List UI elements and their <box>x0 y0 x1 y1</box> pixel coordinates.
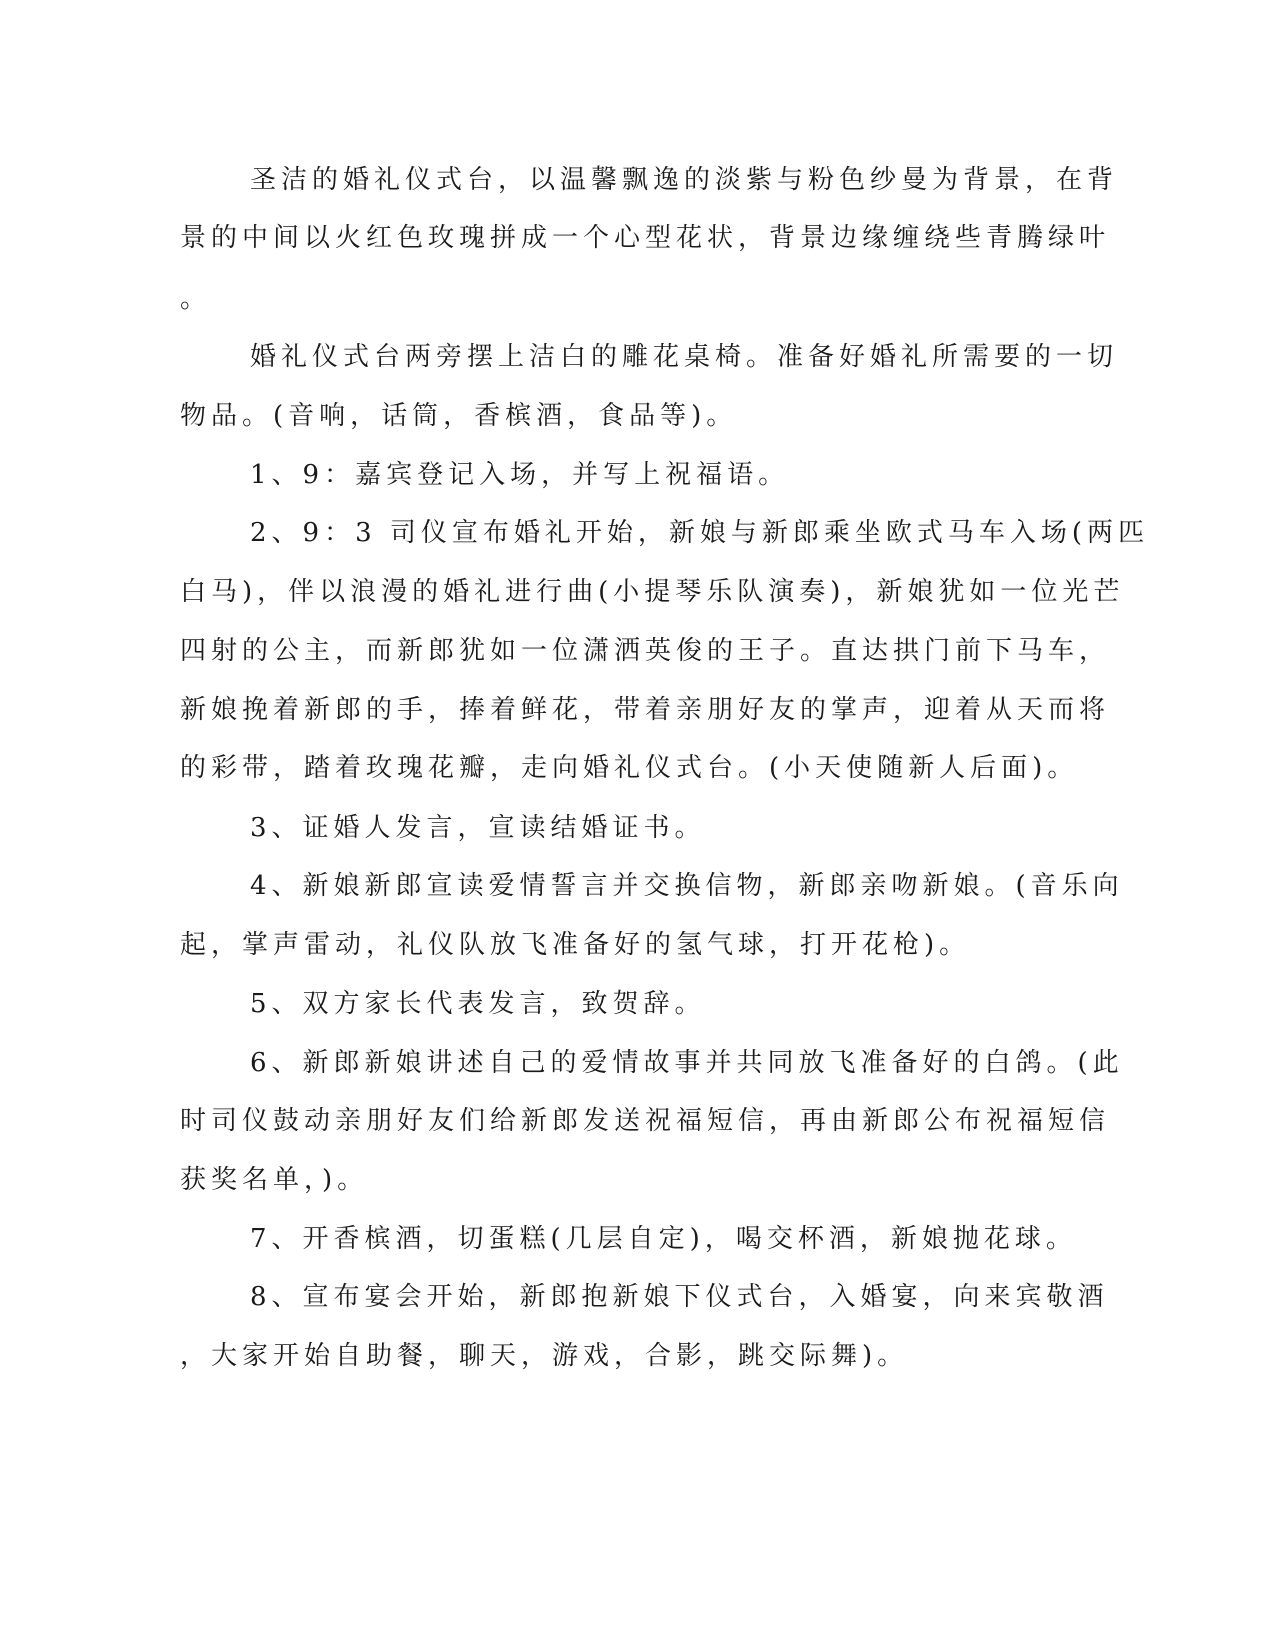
item-4-line-1: 4、新娘新郎宣读爱情誓言并交换信物，新郎亲吻新娘。(音乐向 <box>250 871 1124 901</box>
para-1-line-2: 景的中间以火红色玫瑰拼成一个心型花状，背景边缘缠绕些青腾绿叶 <box>180 223 1111 253</box>
item-4-line-2: 起，掌声雷动，礼仪队放飞准备好的氢气球，打开花枪)。 <box>180 930 971 960</box>
item-6-line-3: 获奖名单，)。 <box>180 1165 369 1195</box>
item-2-line-4: 新娘挽着新郎的手，捧着鲜花，带着亲朋好友的掌声，迎着从天而将 <box>180 695 1111 725</box>
item-3: 3、证婚人发言，宣读结婚证书。 <box>250 813 706 843</box>
para-1-line-1: 圣洁的婚礼仪式台，以温馨飘逸的淡紫与粉色纱曼为背景，在背 <box>250 165 1119 195</box>
item-7: 7、开香槟酒，切蛋糕(几层自定)，喝交杯酒，新娘抛花球。 <box>250 1224 1077 1254</box>
item-1: 1、9：嘉宾登记入场，并写上祝福语。 <box>250 460 790 490</box>
item-2-line-1: 2、9：3 司仪宣布婚礼开始，新娘与新郎乘坐欧式马车入场(两匹 <box>250 518 1150 548</box>
item-6-line-2: 时司仪鼓动亲朋好友们给新郎发送祝福短信，再由新郎公布祝福短信 <box>180 1106 1111 1136</box>
item-8-line-1: 8、宣布宴会开始，新郎抱新娘下仪式台，入婚宴，向来宾敬酒 <box>250 1282 1109 1312</box>
para-2-line-1: 婚礼仪式台两旁摆上洁白的雕花桌椅。准备好婚礼所需要的一切 <box>250 342 1119 372</box>
para-1-line-3: 。 <box>180 284 212 314</box>
para-2-line-2: 物品。(音响，话筒，香槟酒，食品等)。 <box>180 401 738 431</box>
item-2-line-2: 白马)，伴以浪漫的婚礼进行曲(小提琴乐队演奏)，新娘犹如一位光芒 <box>180 577 1125 607</box>
item-6-line-1: 6、新郎新娘讲述自己的爱情故事并共同放飞准备好的白鸽。(此 <box>250 1048 1124 1078</box>
item-8-line-2: ，大家开始自助餐，聊天，游戏，合影，跳交际舞)。 <box>180 1341 909 1371</box>
item-5: 5、双方家长代表发言，致贺辞。 <box>250 989 706 1019</box>
item-2-line-5: 的彩带，踏着玫瑰花瓣，走向婚礼仪式台。(小天使随新人后面)。 <box>180 753 1079 783</box>
item-2-line-3: 四射的公主，而新郎犹如一位潇洒英俊的王子。直达拱门前下马车， <box>180 636 1111 666</box>
